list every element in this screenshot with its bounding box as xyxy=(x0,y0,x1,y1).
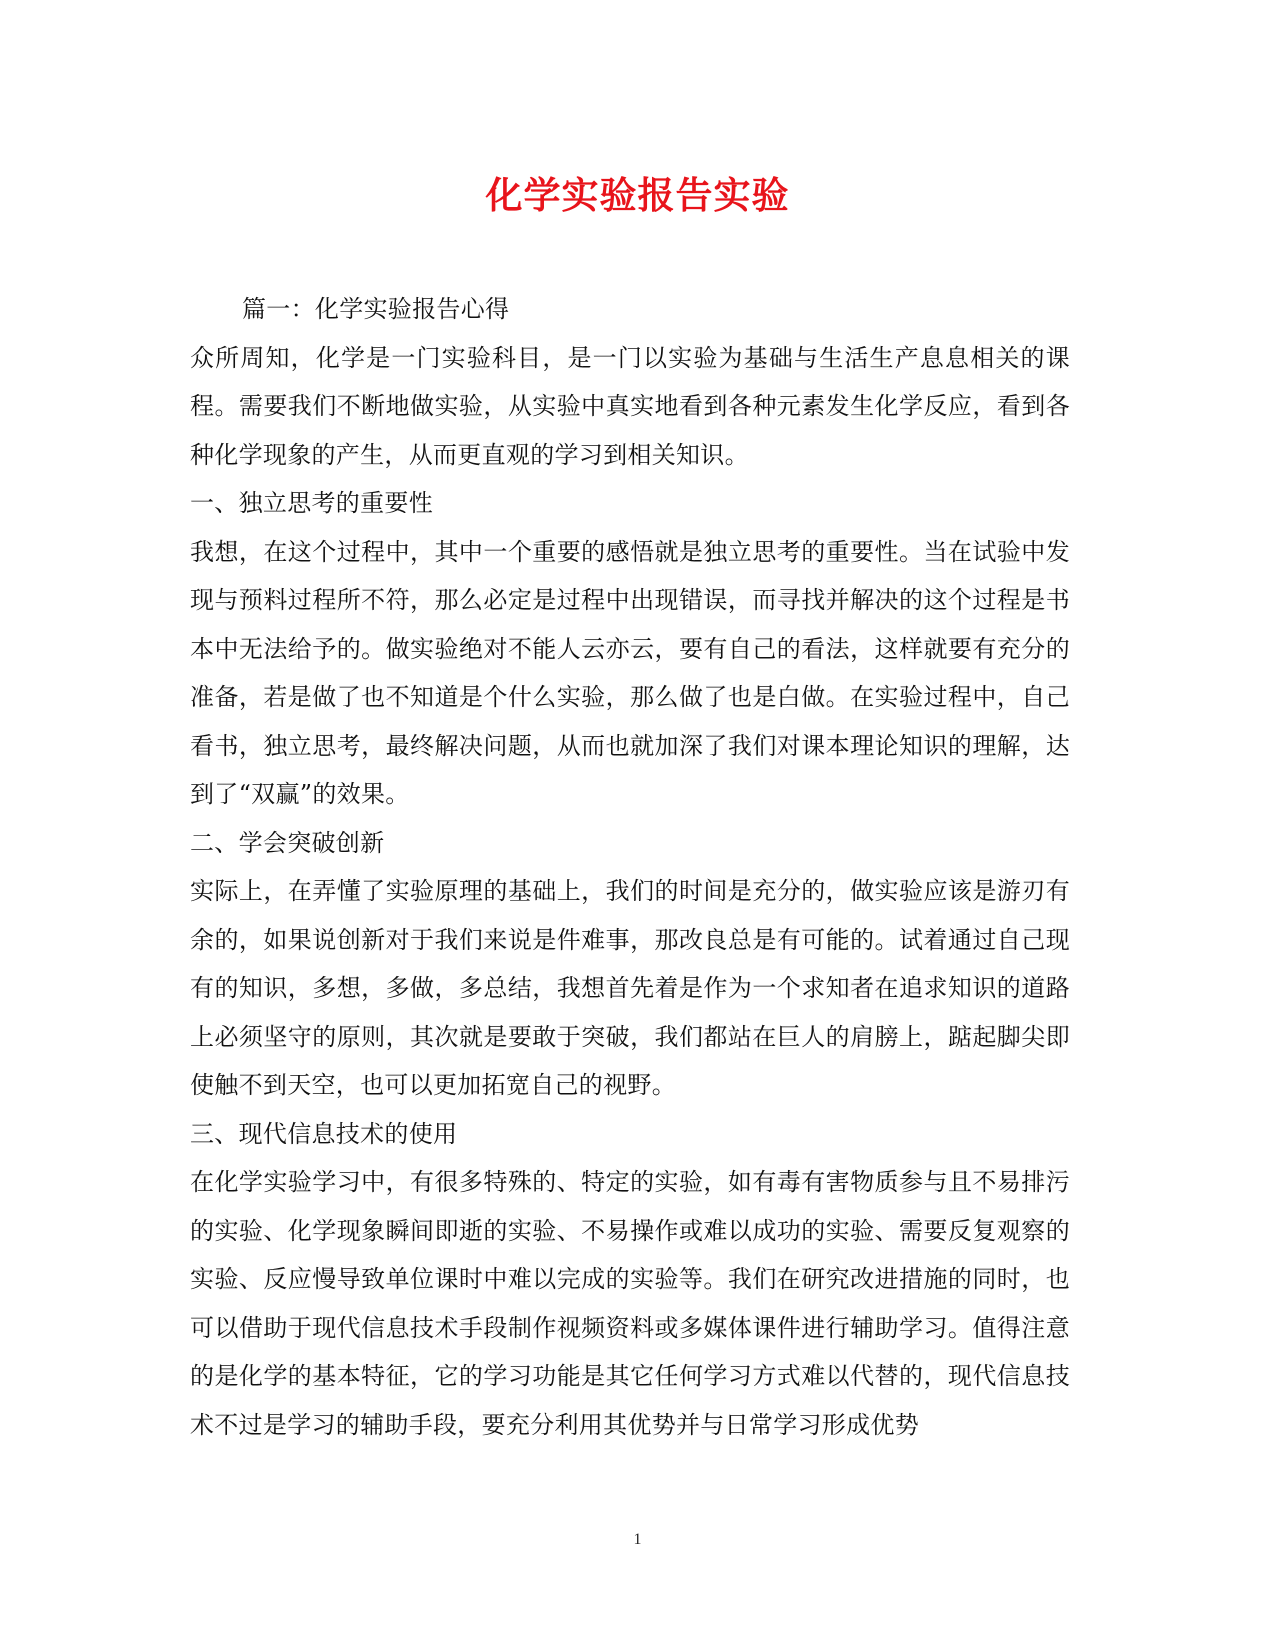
section-heading-part-one: 篇一：化学实验报告心得 xyxy=(242,295,510,323)
document-title: 化学实验报告实验 xyxy=(485,173,790,217)
innovation-paragraph: 实际上，在弄懂了实验原理的基础上，我们的时间是充分的，做实验应该是游刃有余的，如果说创新对于我们来说是件难事，那改良总是有可能的。试着通过自己现有的知识，多想，多做，多总结，我想首先着是作为一个求知者在追求知识的道路上必须坚守的原则，其次就是要敢于突破，我们都站在巨人的肩膀上，踮起脚尖即使触不到天空，也可以更加拓宽自己的视野。 xyxy=(190,877,1070,1099)
document-body xyxy=(190,285,1070,1449)
independent-thinking-paragraph: 我想，在这个过程中，其中一个重要的感悟就是独立思考的重要性。当在试验中发现与预料过程所不符，那么必定是过程中出现错误，而寻找并解决的这个过程是书本中无法给予的。做实验绝对不能人云亦云，要有自己的看法，这样就要有充分的准备，若是做了也不知道是个什么实验，那么做了也是白做。在实验过程中，自己看书，独立思考，最终解决问题，从而也就加深了我们对课本理论知识的理解，达到了“双赢”的效果。 xyxy=(190,537,1070,808)
section-heading-independent-thinking: 一、独立思考的重要性 xyxy=(190,489,433,517)
intro-paragraph: 众所周知，化学是一门实验科目，是一门以实验为基础与生活生产息息相关的课程。需要我们不断地做实验，从实验中真实地看到各种元素发生化学反应，看到各种化学现象的产生，从而更直观的学习到相关知识。 xyxy=(190,343,1070,469)
page-number: 1 xyxy=(633,1531,642,1548)
section-heading-information-technology: 三、现代信息技术的使用 xyxy=(190,1119,458,1148)
section-heading-innovation: 二、学会突破创新 xyxy=(190,828,385,857)
information-technology-paragraph: 在化学实验学习中，有很多特殊的、特定的实验，如有毒有害物质参与且不易排污的实验、化学现象瞬间即逝的实验、不易操作或难以成功的实验、需要反复观察的实验、反应慢导致单位课时中难以完成的实验等。我们在研究改进措施的同时，也可以借助于现代信息技术手段制作视频资料或多媒体课件进行辅助学习。值得注意的是化学的基本特征，它的学习功能是其它任何学习方式难以代替的，现代信息技术不过是学习的辅助手段，要充分利用其优势并与日常学习形成优势 xyxy=(190,1168,1070,1439)
